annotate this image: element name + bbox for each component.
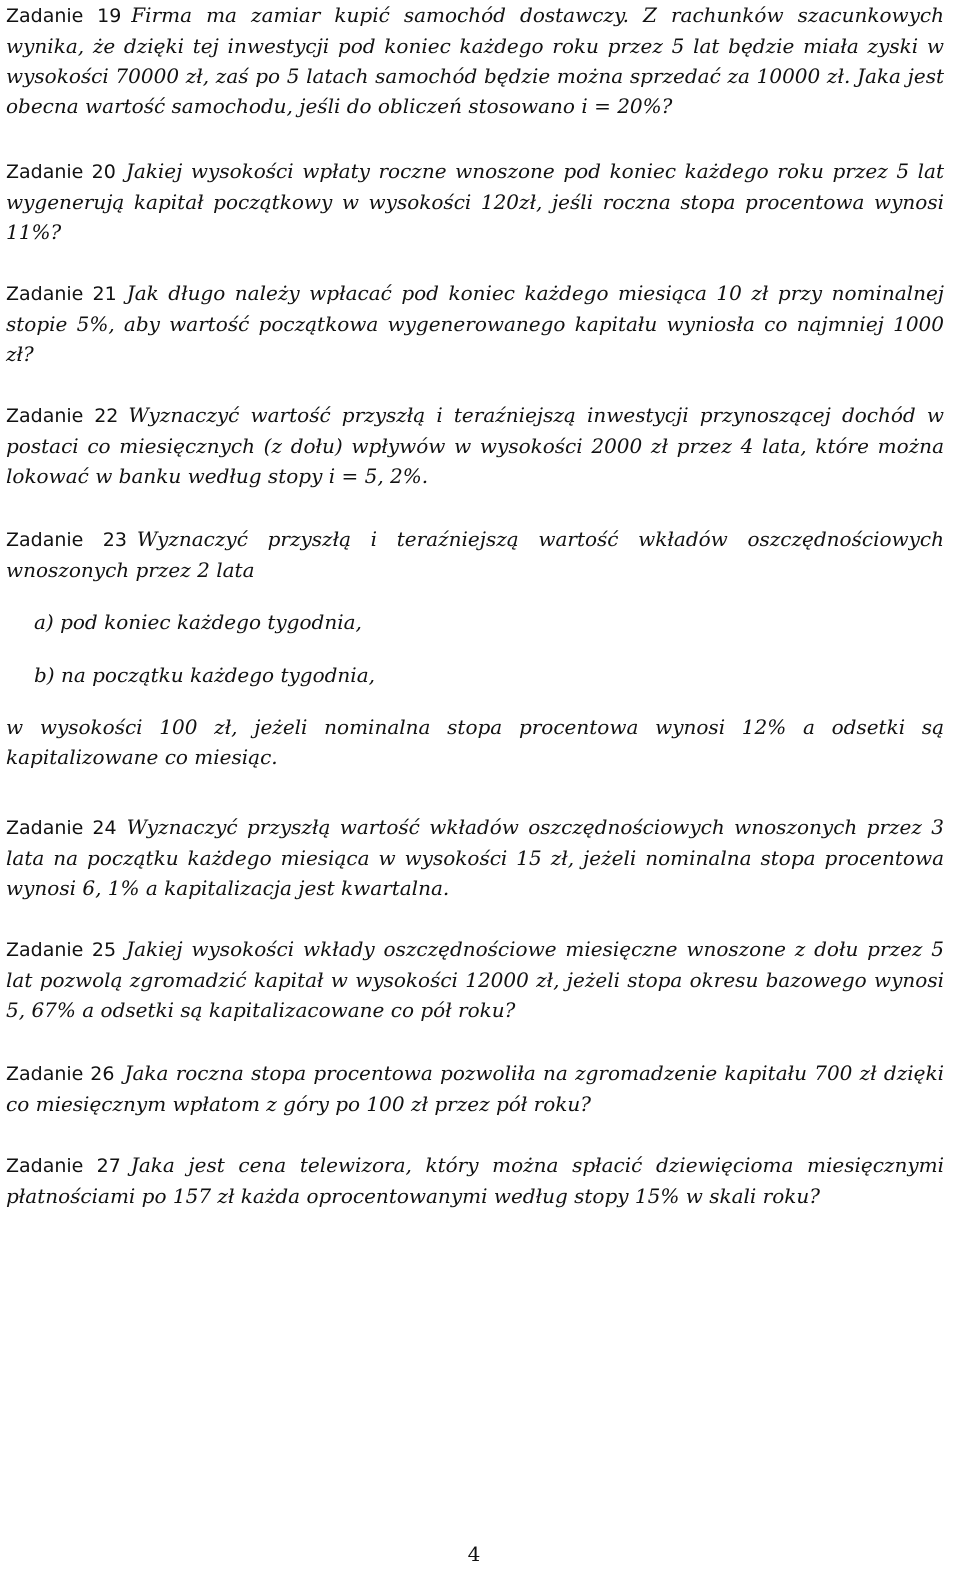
problem-label: Zadanie 19 xyxy=(6,5,122,27)
problem-text: Jakiej wysokości wpłaty roczne wnoszone pod koniec każdego roku przez 5 lat wygenerują kapitał początkowy w wysokości 120zł, jeśli roczna stopa procentowa wynosi 11%? xyxy=(6,159,944,244)
problem-text: Wyznaczyć przyszłą wartość wkładów oszczędnościowych wnoszonych przez 3 lata na początku każdego miesiąca w wysokości 15 zł, jeżeli nominalna stopa procentowa wynosi 6, 1% a kapitalizacja jest kwartalna. xyxy=(6,815,944,900)
problem-label: Zadanie 20 xyxy=(6,161,116,183)
problem-text: Wyznaczyć wartość przyszłą i teraźniejszą inwestycji przynoszącej dochód w postaci co miesięcznych (z dołu) wpływów w wysokości 2000 zł przez 4 lata, które można lokować w banku według stopy i = 5, 2%. xyxy=(6,403,944,488)
problem-21 xyxy=(6,278,944,369)
problem-25 xyxy=(6,934,944,1025)
problem-23 xyxy=(6,524,944,772)
page-number: 4 xyxy=(467,1542,481,1566)
problem-26 xyxy=(6,1058,944,1119)
problem-text: Jaka roczna stopa procentowa pozwoliła na zgromadzenie kapitału 700 zł dzięki co miesięcznym wpłatom z góry po 100 zł przez pół roku? xyxy=(6,1061,944,1116)
problem-22 xyxy=(6,400,944,491)
problem-text: Firma ma zamiar kupić samochód dostawczy. Z rachunków szacunkowych wynika, że dzięki tej inwestycji pod koniec każdego roku przez 5 lat będzie miała zyski w wysokości 70000 zł, zaś po 5 latach samochód będzie można sprzedać za 10000 zł. Jaka jest obecna wartość samochodu, jeśli do obliczeń stosowano i = 20%? xyxy=(6,3,944,118)
problem-23-continuation: w wysokości 100 zł, jeżeli nominalna stopa procentowa wynosi 12% a odsetki są kapitalizowane co miesiąc. xyxy=(6,715,944,769)
problem-23-options xyxy=(6,607,944,690)
problem-19 xyxy=(6,0,944,121)
problem-label: Zadanie 27 xyxy=(6,1155,121,1177)
problem-27 xyxy=(6,1150,944,1211)
problem-text: Wyznaczyć przyszłą i teraźniejszą wartość wkładów oszczędnościowych wnoszonych przez 2 lata xyxy=(6,527,945,582)
problem-text: Jakiej wysokości wkłady oszczędnościowe miesięczne wnoszone z dołu przez 5 lat pozwolą zgromadzić kapitał w wysokości 12000 zł, jeżeli stopa okresu bazowego wynosi 5, 67% a odsetki są kapitalizacowane co pół roku? xyxy=(6,937,944,1022)
problem-20 xyxy=(6,156,944,247)
problem-text: Jaka jest cena telewizora, który można spłacić dziewięcioma miesięcznymi płatnościami po 157 zł każda oprocentowanymi według stopy 15% w skali roku? xyxy=(6,1153,944,1208)
problem-23-intro xyxy=(6,524,944,585)
problem-label: Zadanie 26 xyxy=(6,1063,115,1085)
option-a: a) pod koniec każdego tygodnia, xyxy=(34,610,362,634)
problem-24 xyxy=(6,812,944,903)
problem-label: Zadanie 25 xyxy=(6,939,117,961)
problem-text: Jak długo należy wpłacać pod koniec każdego miesiąca 10 zł przy nominalnej stopie 5%, aby wartość początkowa wygenerowanego kapitału wyniosła co najmniej 1000 zł? xyxy=(6,281,944,366)
problem-label: Zadanie 24 xyxy=(6,817,117,839)
problem-label: Zadanie 22 xyxy=(6,405,119,427)
problem-label: Zadanie 21 xyxy=(6,283,117,305)
option-b: b) na początku każdego tygodnia, xyxy=(34,663,375,687)
problem-label: Zadanie 23 xyxy=(6,529,127,551)
